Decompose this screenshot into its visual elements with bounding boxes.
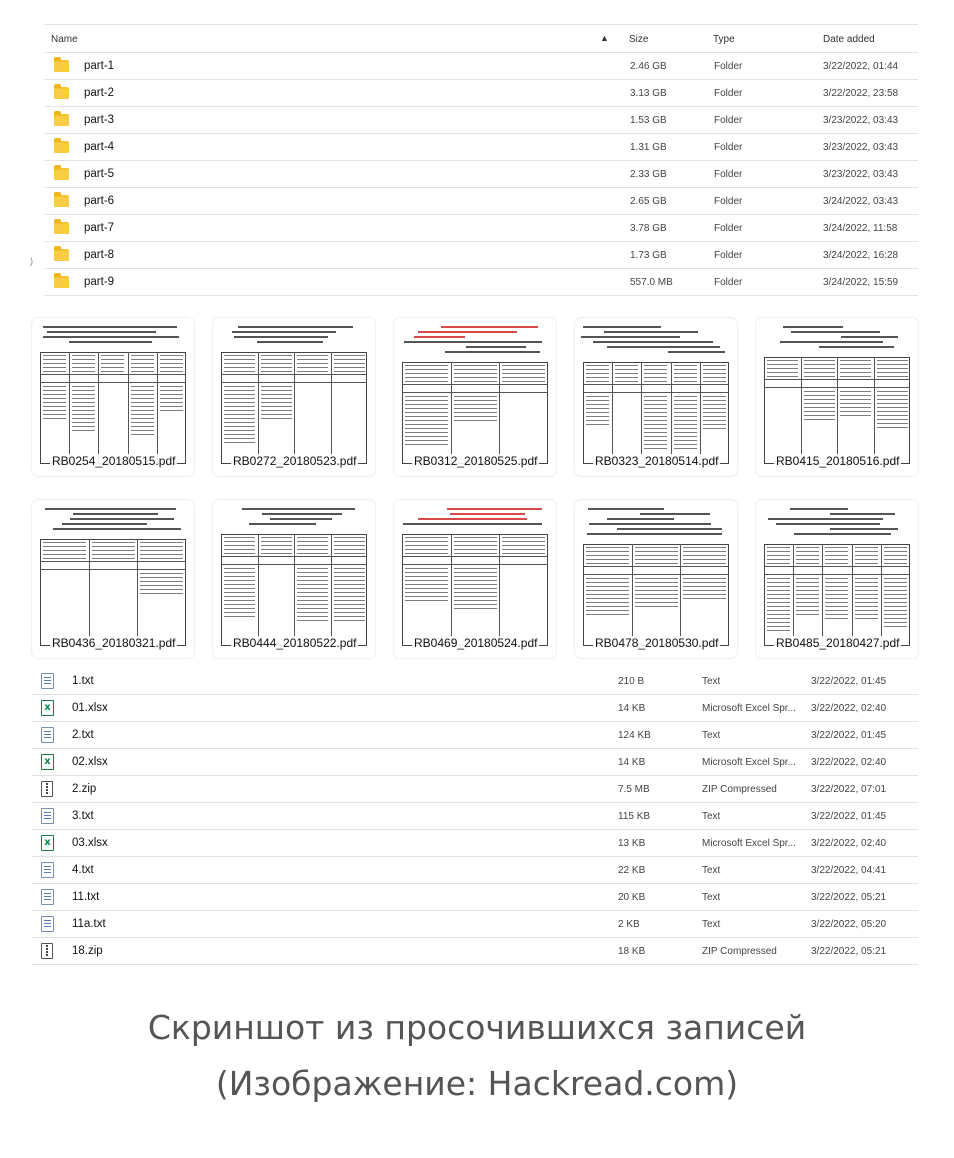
column-header-name[interactable]: Name: [51, 34, 78, 45]
text-file-icon: [41, 808, 54, 824]
folder-name: part-6: [84, 195, 115, 207]
table-row[interactable]: [32, 668, 918, 695]
column-header-date[interactable]: Date added: [823, 34, 875, 45]
file-name: 1.txt: [72, 675, 94, 687]
table-row[interactable]: [44, 107, 918, 134]
file-size: 22 KB: [618, 865, 646, 876]
document-preview: [581, 324, 731, 472]
folder-table: [44, 24, 918, 296]
folder-date: 3/24/2022, 11:58: [823, 223, 898, 234]
text-file-icon: [41, 727, 54, 743]
folder-name: part-3: [84, 114, 115, 126]
folder-date: 3/22/2022, 01:44: [823, 61, 899, 72]
file-size: 7.5 MB: [618, 784, 650, 795]
file-date: 3/22/2022, 05:21: [811, 946, 887, 957]
folder-date: 3/23/2022, 03:43: [823, 115, 899, 126]
table-row[interactable]: [32, 749, 918, 776]
table-row[interactable]: [44, 242, 918, 269]
pdf-filename: RB0436_20180321.pdf: [52, 636, 176, 650]
folder-type: Folder: [714, 196, 743, 207]
folder-type: Folder: [714, 277, 743, 288]
pdf-filename: RB0469_20180524.pdf: [414, 636, 538, 650]
folder-type: Folder: [714, 61, 743, 72]
text-file-icon: [41, 862, 54, 878]
pdf-thumbnail[interactable]: [32, 318, 194, 476]
file-size: 2 KB: [618, 919, 640, 930]
document-preview: [219, 506, 369, 654]
pdf-filename: RB0272_20180523.pdf: [233, 454, 357, 468]
file-name: 4.txt: [72, 864, 94, 876]
pdf-filename: RB0415_20180516.pdf: [776, 454, 900, 468]
folder-icon: [54, 114, 69, 126]
file-name: 3.txt: [72, 810, 94, 822]
file-date: 3/22/2022, 05:20: [811, 919, 887, 930]
document-preview: [762, 506, 912, 654]
pdf-filename: RB0485_20180427.pdf: [776, 636, 900, 650]
folder-icon: [54, 60, 69, 72]
file-type: ZIP Compressed: [702, 784, 777, 795]
table-row[interactable]: [44, 269, 918, 296]
folder-size: 3.13 GB: [630, 88, 667, 99]
zip-file-icon: [41, 943, 53, 959]
file-type: Text: [702, 811, 721, 822]
folder-type: Folder: [714, 223, 743, 234]
file-size: 124 KB: [618, 730, 651, 741]
folder-name: part-1: [84, 60, 115, 72]
folder-date: 3/23/2022, 03:43: [823, 169, 899, 180]
table-header: [44, 24, 918, 53]
table-row[interactable]: [44, 134, 918, 161]
file-name: 03.xlsx: [72, 837, 108, 849]
table-row[interactable]: [44, 188, 918, 215]
folder-icon: [54, 222, 69, 234]
pdf-filename: RB0254_20180515.pdf: [52, 454, 176, 468]
document-preview: [38, 506, 188, 654]
file-date: 3/22/2022, 05:21: [811, 892, 887, 903]
file-size: 210 B: [618, 676, 645, 687]
pdf-thumbnail[interactable]: [32, 500, 194, 658]
folder-icon: [54, 276, 69, 288]
document-preview: [400, 506, 550, 654]
file-date: 3/22/2022, 01:45: [811, 730, 887, 741]
document-preview: [400, 324, 550, 472]
folder-name: part-5: [84, 168, 115, 180]
zip-file-icon: [41, 781, 53, 797]
table-row[interactable]: [44, 161, 918, 188]
folder-size: 2.65 GB: [630, 196, 667, 207]
folder-size: 3.78 GB: [630, 223, 667, 234]
folder-date: 3/24/2022, 16:28: [823, 250, 899, 261]
folder-size: 2.33 GB: [630, 169, 667, 180]
folder-icon: [54, 141, 69, 153]
folder-date: 3/23/2022, 03:43: [823, 142, 899, 153]
pdf-filename: RB0323_20180514.pdf: [595, 454, 719, 468]
table-row[interactable]: [32, 722, 918, 749]
document-preview: [581, 506, 731, 654]
pdf-thumbnail[interactable]: [756, 500, 918, 658]
file-date: 3/22/2022, 02:40: [811, 757, 887, 768]
folder-name: part-2: [84, 87, 115, 99]
file-name: 11a.txt: [72, 918, 106, 930]
column-header-type[interactable]: Type: [713, 34, 735, 45]
file-type: Microsoft Excel Spr...: [702, 838, 796, 849]
text-file-icon: [41, 673, 54, 689]
folder-icon: [54, 249, 69, 261]
file-name: 02.xlsx: [72, 756, 108, 768]
folder-type: Folder: [714, 115, 743, 126]
pdf-thumbnail[interactable]: [394, 500, 556, 658]
folder-date: 3/24/2022, 03:43: [823, 196, 899, 207]
column-header-size[interactable]: Size: [629, 34, 649, 45]
pdf-thumbnail[interactable]: [575, 500, 737, 658]
folder-type: Folder: [714, 88, 743, 99]
excel-file-icon: [41, 835, 54, 851]
folder-size: 557.0 MB: [630, 277, 673, 288]
document-preview: [762, 324, 912, 472]
folder-name: part-8: [84, 249, 115, 261]
folder-name: part-4: [84, 141, 115, 153]
file-size: 13 KB: [618, 838, 646, 849]
folder-size: 1.31 GB: [630, 142, 667, 153]
table-row[interactable]: [32, 938, 918, 965]
file-type: Text: [702, 730, 721, 741]
scroll-marker: ): [30, 256, 33, 266]
caption-line-2: (Изображение: Hackread.com): [215, 1064, 739, 1103]
folder-name: part-7: [84, 222, 115, 234]
folder-name: part-9: [84, 276, 115, 288]
folder-icon: [54, 195, 69, 207]
folder-size: 2.46 GB: [630, 61, 667, 72]
table-row[interactable]: [44, 80, 918, 107]
text-file-icon: [41, 889, 54, 905]
pdf-filename: RB0312_20180525.pdf: [414, 454, 538, 468]
file-name: 2.txt: [72, 729, 94, 741]
folder-type: Folder: [714, 250, 743, 261]
text-file-icon: [41, 916, 54, 932]
file-type: Microsoft Excel Spr...: [702, 703, 796, 714]
file-table: [32, 668, 918, 965]
excel-file-icon: [41, 754, 54, 770]
caption-line-1: Скриншот из просочившихся записей: [147, 1008, 807, 1047]
file-date: 3/22/2022, 07:01: [811, 784, 887, 795]
folder-date: 3/22/2022, 23:58: [823, 88, 899, 99]
file-type: Text: [702, 865, 721, 876]
table-row[interactable]: [32, 803, 918, 830]
pdf-filename: RB0478_20180530.pdf: [595, 636, 719, 650]
pdf-thumbnail[interactable]: [394, 318, 556, 476]
file-type: Text: [702, 676, 721, 687]
table-row[interactable]: [32, 830, 918, 857]
folder-date: 3/24/2022, 15:59: [823, 277, 899, 288]
file-name: 2.zip: [72, 783, 97, 795]
pdf-thumbnail[interactable]: [213, 500, 375, 658]
file-size: 115 KB: [618, 811, 651, 822]
file-date: 3/22/2022, 02:40: [811, 838, 887, 849]
table-row[interactable]: [44, 53, 918, 80]
file-name: 01.xlsx: [72, 702, 108, 714]
excel-file-icon: [41, 700, 54, 716]
document-preview: [219, 324, 369, 472]
folder-size: 1.53 GB: [630, 115, 667, 126]
table-row[interactable]: [32, 857, 918, 884]
file-size: 18 KB: [618, 946, 646, 957]
chevron-up-icon[interactable]: ▲: [600, 33, 609, 43]
folder-type: Folder: [714, 169, 743, 180]
file-size: 14 KB: [618, 703, 646, 714]
pdf-thumbnail[interactable]: [575, 318, 737, 476]
file-date: 3/22/2022, 01:45: [811, 676, 887, 687]
file-type: Text: [702, 919, 721, 930]
image-caption: [0, 1000, 954, 1112]
table-row[interactable]: [32, 911, 918, 938]
file-name: 18.zip: [72, 945, 103, 957]
pdf-filename: RB0444_20180522.pdf: [233, 636, 357, 650]
file-date: 3/22/2022, 04:41: [811, 865, 887, 876]
folder-type: Folder: [714, 142, 743, 153]
table-row[interactable]: [44, 215, 918, 242]
file-date: 3/22/2022, 01:45: [811, 811, 887, 822]
file-type: Text: [702, 892, 721, 903]
file-name: 11.txt: [72, 891, 100, 903]
folder-icon: [54, 168, 69, 180]
folder-size: 1.73 GB: [630, 250, 667, 261]
file-size: 20 KB: [618, 892, 646, 903]
file-type: ZIP Compressed: [702, 946, 777, 957]
pdf-thumbnail[interactable]: [213, 318, 375, 476]
file-size: 14 KB: [618, 757, 646, 768]
folder-icon: [54, 87, 69, 99]
table-row[interactable]: [32, 776, 918, 803]
file-type: Microsoft Excel Spr...: [702, 757, 796, 768]
file-date: 3/22/2022, 02:40: [811, 703, 887, 714]
table-row[interactable]: [32, 884, 918, 911]
pdf-thumbnail[interactable]: [756, 318, 918, 476]
table-row[interactable]: [32, 695, 918, 722]
document-preview: [38, 324, 188, 472]
